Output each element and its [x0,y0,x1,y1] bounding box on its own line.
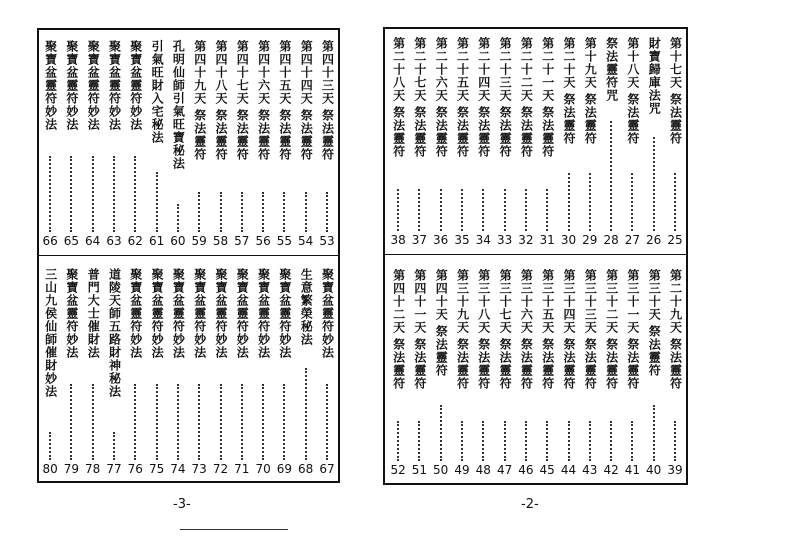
toc-leader-dots [525,421,529,461]
toc-entry-task: 祭法靈符 [583,338,598,390]
toc-entry [126,268,144,359]
toc-entry [645,269,663,377]
toc-entry-title: 第二十三天 [498,37,513,102]
left-page-divider [39,255,338,256]
toc-page-number: 69 [276,462,293,476]
toc-entry-task: 祭法靈符 [299,109,314,161]
toc-entry [496,269,514,390]
toc-leader-dots [177,384,181,460]
toc-entry [190,268,208,359]
left-page-number: -3- [173,497,191,512]
toc-entry [318,40,336,161]
toc-entry [496,37,514,158]
toc-entry [275,268,293,359]
toc-leader-dots [262,192,266,232]
toc-entry-title: 聚寶盆靈符妙法 [150,268,165,359]
toc-leader-dots [241,384,245,460]
toc-entry [297,268,315,346]
toc-entry-title: 聚寶盆靈符妙法 [171,268,186,359]
toc-entry-task: 祭法靈符 [320,109,335,161]
toc-entry-title: 第十七天 [668,37,683,89]
toc-entry [474,269,492,390]
toc-page-number: 44 [560,463,577,477]
toc-page-number: 30 [560,233,577,247]
toc-page-number: 25 [667,233,683,247]
toc-entry-task: 祭法靈符 [625,338,640,390]
toc-page-number: 70 [255,462,271,476]
toc-entry-title: 聚寶盆靈符妙法 [128,268,143,359]
toc-entry-title: 第三十三天 [583,269,598,334]
toc-page-number: 76 [127,462,143,476]
toc-leader-dots [504,189,508,231]
toc-page-number: 66 [42,234,58,248]
toc-entry-task: 祭法靈符 [647,325,662,377]
toc-entry-title: 第四十一天 [412,269,427,334]
toc-page-number: 55 [276,234,293,248]
toc-entry [517,37,535,158]
toc-page-number: 42 [603,463,619,477]
toc-entry-task: 祭法靈符 [668,93,683,145]
toc-leader-dots [198,384,202,460]
toc-entry [453,269,471,390]
toc-page-number: 47 [496,463,513,477]
toc-entry-title: 三山九侯仙師催財妙法 [43,268,58,398]
toc-page-number: 72 [212,462,229,476]
toc-entry-title: 第四十三天 [320,40,335,105]
toc-leader-dots [156,172,160,232]
toc-entry [410,269,428,390]
toc-entry [233,268,251,359]
toc-entry-task: 祭法靈符 [519,106,534,158]
toc-entry [105,40,123,131]
toc-entry-title: 引氣旺財入宅秘法 [150,40,165,144]
toc-leader-dots [283,192,287,232]
toc-entry-title: 第三十六天 [519,269,534,334]
toc-page-number: 60 [170,234,186,248]
toc-entry-title: 聚寶盆靈符妙法 [64,268,79,359]
toc-leader-dots [156,384,160,460]
toc-leader-dots [70,384,74,460]
toc-leader-dots [397,189,401,231]
toc-page-number: 26 [646,233,662,247]
toc-entry [105,268,123,398]
toc-leader-dots [220,384,224,460]
toc-entry-title: 第四十二天 [391,269,406,334]
toc-leader-dots [568,421,572,461]
toc-page-number: 64 [85,234,101,248]
toc-leader-dots [241,192,245,232]
toc-page-number: 28 [603,233,619,247]
toc-entry [453,37,471,158]
toc-page-number: 29 [582,233,598,247]
toc-entry [410,37,428,158]
toc-leader-dots [589,173,593,231]
toc-entry-task: 祭法靈符 [455,338,470,390]
toc-entry-title: 第二十天 [562,37,576,89]
toc-entry [148,268,166,359]
toc-entry-title: 第二十二天 [519,37,534,102]
toc-entry-task: 祭法靈符 [540,338,555,390]
toc-leader-dots [92,384,96,460]
toc-page-number: 56 [255,234,271,248]
toc-leader-dots [461,189,465,231]
toc-page-number: 33 [496,233,513,247]
toc-entry [474,37,492,158]
toc-entry-title: 第四十七天 [235,40,250,105]
toc-entry-title: 道陵天師五路財神秘法 [107,268,122,398]
toc-entry-task: 祭法靈符 [498,338,513,390]
toc-leader-dots [674,421,678,461]
toc-page-number: 53 [319,234,335,248]
toc-page-number: 51 [411,463,428,477]
toc-leader-dots [589,421,593,461]
right-page-divider [385,254,686,255]
toc-leader-dots [134,156,138,232]
toc-entry-title: 聚寶盆靈符妙法 [235,268,250,359]
toc-entry [602,37,620,102]
toc-entry-title: 第四十五天 [277,40,292,105]
toc-entry-task: 祭法靈符 [583,93,598,145]
toc-leader-dots [653,137,657,231]
toc-page-number: 73 [191,462,207,476]
toc-entry [602,269,620,390]
toc-leader-dots [568,173,572,231]
toc-page-number: 59 [191,234,207,248]
toc-leader-dots [482,421,486,461]
toc-entry [297,40,315,161]
toc-entry [666,269,684,390]
toc-entry [538,37,556,158]
toc-entry-task: 祭法靈符 [434,106,449,158]
toc-leader-dots [461,421,465,461]
toc-entry-task: 祭法靈符 [476,106,491,158]
toc-page-number: 27 [624,233,641,247]
toc-entry-title: 第十九天 [583,37,598,89]
toc-leader-dots [283,384,287,460]
toc-page-number: 41 [624,463,641,477]
toc-leader-dots [546,421,550,461]
toc-entry [148,40,166,144]
toc-leader-dots [220,192,224,232]
toc-page-number: 68 [298,462,314,476]
toc-leader-dots [504,421,508,461]
toc-page-number: 80 [42,462,58,476]
toc-entry [41,268,59,398]
left-page-frame [37,28,340,483]
toc-page-number: 52 [390,463,406,477]
toc-entry-title: 第三十一天 [625,269,640,334]
toc-entry [538,269,556,390]
toc-leader-dots [326,384,330,460]
toc-page-number: 77 [106,462,122,476]
toc-entry [560,37,578,145]
toc-page-number: 49 [454,463,470,477]
toc-entry-title: 普門大士催財法 [86,268,101,359]
toc-page-number: 61 [148,234,165,248]
toc-entry [517,269,535,390]
toc-leader-dots [631,421,635,461]
toc-entry-title: 第三十四天 [562,269,576,334]
toc-entry-task: 祭法靈符 [214,109,228,161]
toc-entry [432,269,450,377]
toc-leader-dots [631,173,635,231]
toc-entry-title: 第十八天 [625,37,640,89]
toc-entry [666,37,684,145]
toc-page-number: 31 [539,233,555,247]
toc-leader-dots [113,432,117,460]
toc-entry-task: 祭法靈符 [604,338,619,390]
toc-entry-task: 祭法靈符 [668,338,683,390]
toc-page-number: 46 [518,463,534,477]
toc-leader-dots [440,189,444,231]
toc-entry-title: 第三十七天 [498,269,513,334]
toc-page-number: 38 [390,233,406,247]
toc-leader-dots [674,173,678,231]
toc-entry-title: 聚寶盆靈符妙法 [277,268,292,359]
toc-entry-title: 財寶歸庫法咒 [647,37,662,115]
toc-entry [254,40,272,161]
toc-leader-dots [418,421,422,461]
toc-page-number: 35 [454,233,470,247]
toc-entry [169,268,187,359]
toc-entry-title: 第四十六天 [256,40,271,105]
toc-leader-dots [134,384,138,460]
toc-entry [560,269,578,390]
toc-leader-dots [482,189,486,231]
toc-entry-task: 祭法靈符 [455,106,470,158]
toc-leader-dots [92,156,96,232]
toc-page-number: 39 [667,463,683,477]
toc-entry-task: 祭法靈符 [192,109,207,161]
toc-leader-dots [610,121,614,231]
toc-entry-title: 聚寶盆靈符妙法 [320,268,335,359]
toc-page-number: 50 [433,463,449,477]
toc-entry-task: 祭法靈符 [625,93,640,145]
toc-page-number: 36 [433,233,449,247]
toc-entry-title: 聚寶盆靈符妙法 [192,268,207,359]
toc-page-number: 48 [475,463,491,477]
toc-entry-title: 聚寶盆靈符妙法 [256,268,271,359]
toc-leader-dots [653,405,657,461]
toc-leader-dots [262,384,266,460]
toc-entry [254,268,272,359]
toc-entry-title: 第三十五天 [540,269,555,334]
toc-entry [126,40,144,131]
toc-page-number: 54 [298,234,314,248]
toc-entry-task: 祭法靈符 [519,338,534,390]
toc-entry-title: 生意繁榮秘法 [299,268,314,346]
toc-leader-dots [525,189,529,231]
toc-leader-dots [113,156,117,232]
toc-entry-title: 聚寶盆靈符妙法 [107,40,122,131]
toc-page-number: 79 [63,462,80,476]
toc-entry [432,37,450,158]
toc-entry [62,40,80,131]
toc-page-number: 58 [212,234,229,248]
toc-entry [212,40,230,161]
toc-entry [41,40,59,131]
toc-page-number: 57 [234,234,250,248]
toc-entry-title: 第二十八天 [391,37,406,102]
toc-page-number: 78 [85,462,101,476]
toc-page-number: 67 [319,462,335,476]
toc-entry [84,40,102,131]
toc-entry-task: 祭法靈符 [235,109,250,161]
toc-leader-dots [326,192,330,232]
toc-entry [581,269,599,390]
toc-entry [84,268,102,359]
toc-page-number: 62 [127,234,143,248]
toc-entry-title: 第三十八天 [476,269,491,334]
toc-entry [581,37,599,145]
toc-page-number: 75 [148,462,165,476]
left-page-rule [180,529,288,530]
toc-entry [623,37,641,145]
toc-entry-title: 第二十五天 [455,37,470,102]
toc-entry-title: 第三十天 [647,269,662,321]
toc-entry [233,40,251,161]
toc-page-number: 63 [106,234,122,248]
toc-leader-dots [70,156,74,232]
toc-entry [645,37,663,115]
toc-entry [318,268,336,359]
toc-entry-task: 祭法靈符 [562,338,576,390]
toc-entry [389,269,407,390]
right-page-number: -2- [521,497,539,512]
toc-entry [212,268,230,359]
toc-entry-title: 第三十九天 [455,269,470,334]
toc-entry-title: 第三十二天 [604,269,619,334]
toc-entry-task: 祭法靈符 [562,93,576,145]
toc-entry-title: 聚寶盆靈符妙法 [214,268,228,359]
toc-entry-title: 第四十天 [434,269,449,321]
toc-leader-dots [49,156,53,232]
toc-page-number: 43 [582,463,598,477]
toc-page-number: 65 [63,234,80,248]
toc-entry-task: 祭法靈符 [277,109,292,161]
toc-page-number: 32 [518,233,534,247]
toc-leader-dots [610,421,614,461]
toc-entry-title: 聚寶盆靈符妙法 [64,40,79,131]
toc-entry-title: 祭法靈符咒 [604,37,619,102]
toc-leader-dots [305,192,309,232]
toc-entry-title: 聚寶盆靈符妙法 [86,40,101,131]
toc-entry-title: 第二十四天 [476,37,491,102]
toc-entry-title: 第二十六天 [434,37,449,102]
toc-page-number: 34 [475,233,491,247]
toc-leader-dots [418,189,422,231]
toc-entry [275,40,293,161]
toc-leader-dots [397,421,401,461]
toc-entry [62,268,80,359]
toc-leader-dots [546,189,550,231]
toc-entry-title: 第二十九天 [668,269,683,334]
toc-entry-task: 祭法靈符 [391,106,406,158]
toc-leader-dots [305,368,309,460]
toc-page-number: 71 [234,462,250,476]
toc-entry-title: 第四十九天 [192,40,207,105]
toc-entry-task: 祭法靈符 [412,338,427,390]
toc-entry-title: 孔明仙師引氣旺寶秘法 [171,40,186,170]
toc-leader-dots [198,192,202,232]
toc-entry-title: 第二十七天 [412,37,427,102]
toc-entry-task: 祭法靈符 [434,325,449,377]
toc-entry [389,37,407,158]
toc-page-number: 45 [539,463,555,477]
toc-entry-title: 第二十一天 [540,37,555,102]
toc-entry [190,40,208,161]
toc-entry [623,269,641,390]
toc-entry-task: 祭法靈符 [498,106,513,158]
toc-leader-dots [49,432,53,460]
toc-entry-task: 祭法靈符 [391,338,406,390]
toc-entry-task: 祭法靈符 [476,338,491,390]
toc-entry-task: 祭法靈符 [256,109,271,161]
toc-leader-dots [177,204,181,232]
toc-entry-task: 祭法靈符 [412,106,427,158]
toc-entry-task: 祭法靈符 [540,106,555,158]
toc-entry [169,40,187,170]
right-page-frame [383,27,688,485]
toc-entry-title: 第四十四天 [299,40,314,105]
toc-entry-title: 第四十八天 [214,40,228,105]
toc-page-number: 74 [170,462,186,476]
toc-entry-title: 聚寶盆靈符妙法 [128,40,143,131]
toc-entry-title: 聚寶盆靈符妙法 [43,40,58,131]
toc-leader-dots [440,405,444,461]
toc-page-number: 37 [411,233,428,247]
toc-page-number: 40 [646,463,662,477]
